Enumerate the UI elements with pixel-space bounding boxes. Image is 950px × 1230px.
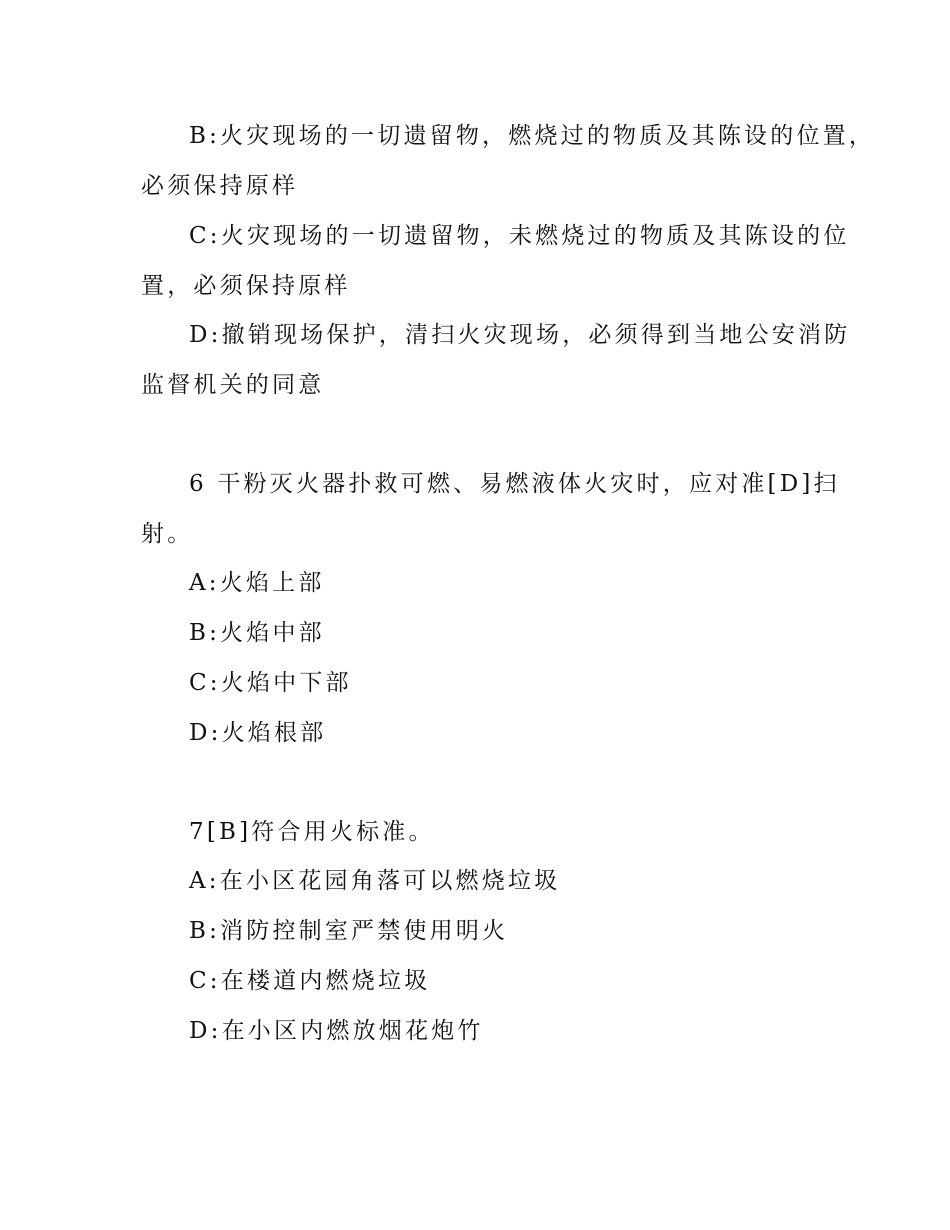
q5-option-d-line-1: D:撤销现场保护，清扫火灾现场，必须得到当地公安消防: [189, 322, 851, 348]
q6-option-c: C:火焰中下部: [189, 670, 352, 696]
q5-option-c-line-1: C:火灾现场的一切遗留物，未燃烧过的物质及其陈设的位: [189, 223, 850, 249]
q7-option-c: C:在楼道内燃烧垃圾: [189, 968, 431, 994]
q6-option-b: B:火焰中部: [189, 620, 325, 646]
q7-option-b: B:消防控制室严禁使用明火: [189, 918, 509, 944]
q5-option-d-line-2: 监督机关的同意: [141, 372, 325, 398]
q7-stem: 7[B]符合用火标准。: [189, 819, 435, 845]
q5-option-b-line-2: 必须保持原样: [141, 173, 299, 199]
q6-option-a: A:火焰上部: [189, 570, 325, 596]
q7-option-a: A:在小区花园角落可以燃烧垃圾: [189, 868, 561, 894]
q5-option-c-line-2: 置，必须保持原样: [141, 273, 351, 299]
q6-stem-line-1: 6 干粉灭火器扑救可燃、易燃液体火灾时，应对准[D]扫: [189, 471, 840, 497]
q7-option-d: D:在小区内燃放烟花炮竹: [189, 1018, 484, 1044]
q6-option-d: D:火焰根部: [189, 720, 327, 746]
q6-stem-line-2: 射。: [141, 521, 194, 547]
q5-option-b-line-1: B:火灾现场的一切遗留物，燃烧过的物质及其陈设的位置，: [189, 123, 876, 149]
